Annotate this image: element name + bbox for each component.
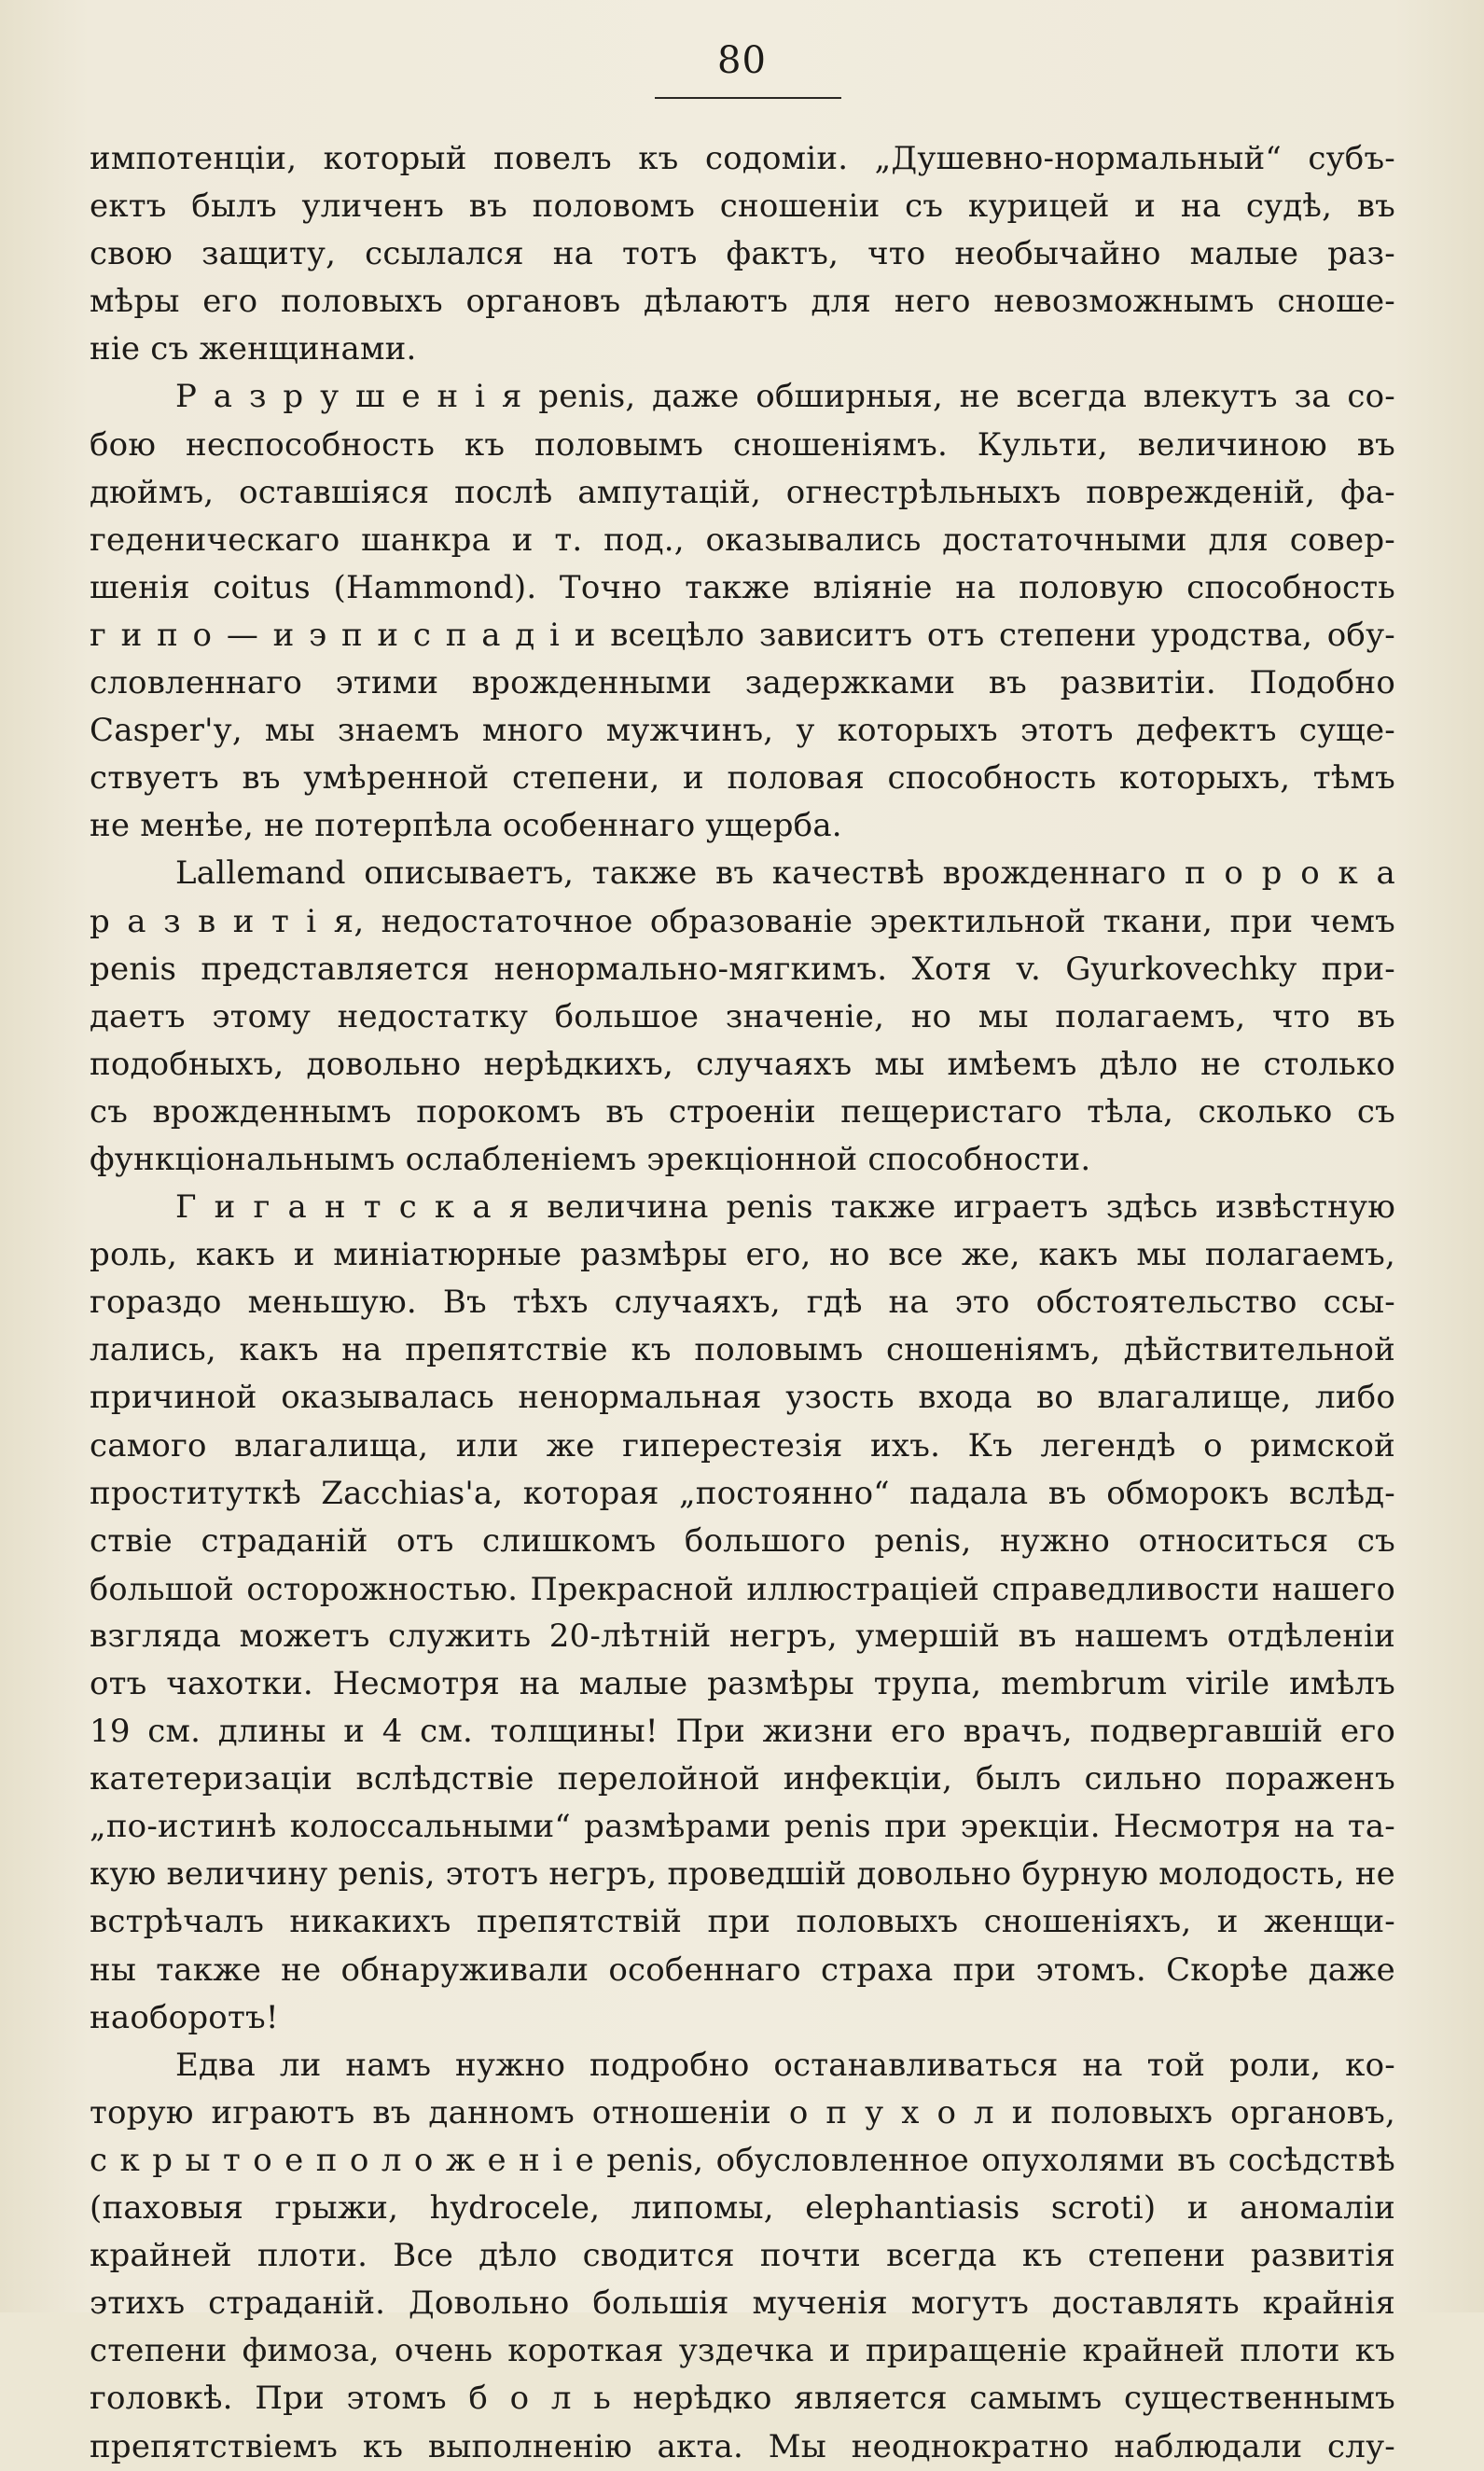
text-line: бою неспособность къ половымъ сношеніямъ. Культи, величиною въ xyxy=(90,425,1395,464)
text-line: даетъ этому недостатку большое значеніе, но мы полагаемъ, что въ xyxy=(90,997,1395,1035)
text-line: словленнаго этими врожденными задержками въ развитіи. Подобно xyxy=(90,664,1395,702)
text-line: свою защиту, ссылался на тотъ фактъ, что необычайно малые раз- xyxy=(90,235,1395,273)
text-line: кую величину penis, этотъ негръ, проведшій довольно бурную молодость, не xyxy=(90,1855,1395,1894)
text-line: Р а з р у ш е н і я penis, даже обширныя, не всегда влекутъ за со- xyxy=(175,378,1395,416)
text-line: роль, какъ и миніатюрные размѣры его, но все же, какъ мы полагаемъ, xyxy=(90,1236,1395,1274)
text-line: функціональнымъ ослабленіемъ эрекціонной способности. xyxy=(90,1140,1091,1178)
text-line: геденическаго шанкра и т. под., оказывались достаточными для совер- xyxy=(90,521,1395,559)
text-line: 19 см. длины и 4 см. толщины! При жизни его врачъ, подвергавшій его xyxy=(90,1713,1395,1751)
text-line: наоборотъ! xyxy=(90,1998,279,2036)
text-line: торую играютъ въ данномъ отношеніи о п у х о л и половыхъ органовъ, xyxy=(90,2093,1395,2131)
text-line: степени фимоза, очень короткая уздечка и приращеніе крайней плоти къ xyxy=(90,2332,1395,2370)
header-rule xyxy=(655,97,841,99)
text-line: Г и г а н т с к а я величина penis также играетъ здѣсь извѣстную xyxy=(175,1188,1395,1227)
text-line: головкѣ. При этомъ б о л ь нерѣдко является самымъ существеннымъ xyxy=(90,2380,1395,2418)
text-line: импотенціи, который повелъ къ содоміи. „Душевно-нормальный“ субъ- xyxy=(90,140,1395,177)
text-line: шенія coitus (Hammond). Точно также вліяніе на половую способность xyxy=(90,568,1395,606)
text-line: взгляда можетъ служить 20-лѣтній негръ, умершій въ нашемъ отдѣленіи xyxy=(90,1617,1395,1655)
text-line: отъ чахотки. Несмотря на малые размѣры трупа, membrum virile имѣлъ xyxy=(90,1665,1395,1702)
text-line: „по-истинѣ колоссальными“ размѣрами penis при эрекціи. Несмотря на та- xyxy=(90,1808,1395,1846)
text-line: мѣры его половыхъ органовъ дѣлаютъ для него невозможнымъ сноше- xyxy=(90,283,1395,321)
text-line: встрѣчалъ никакихъ препятствій при половыхъ сношеніяхъ, и женщи- xyxy=(90,1903,1395,1941)
text-line: проституткѣ Zacchias'а, которая „постоянно“ падала въ обморокъ вслѣд- xyxy=(90,1474,1395,1512)
paragraph xyxy=(90,1184,1395,2042)
text-line: г и п о — и э п и с п а д і и всецѣло зависитъ отъ степени уродства, обу- xyxy=(90,616,1395,654)
text-line: penis представляется ненормально-мягкимъ. Хотя v. Gyurkovechky при- xyxy=(90,950,1395,988)
text-line: крайней плоти. Все дѣло сводится почти всегда къ степени развитія xyxy=(90,2237,1395,2275)
text-line: (паховыя грыжи, hydrocele, липомы, elephantiasis scroti) и аномаліи xyxy=(90,2189,1395,2228)
text-line: этихъ страданій. Довольно большія мученія могутъ доставлять крайнія xyxy=(90,2284,1395,2323)
text-line: дюймъ, оставшіяся послѣ ампутацій, огнестрѣльныхъ поврежденій, фа- xyxy=(90,473,1395,511)
text-line: Lallemand описываетъ, также въ качествѣ врожденнаго п о р о к а xyxy=(175,854,1395,893)
text-line: не менѣе, не потерпѣла особеннаго ущерба. xyxy=(90,807,842,845)
text-line: ствуетъ въ умѣренной степени, и половая способность которыхъ, тѣмъ xyxy=(90,759,1395,798)
text-line: съ врожденнымъ порокомъ въ строеніи пещеристаго тѣла, сколько съ xyxy=(90,1092,1395,1131)
text-line: с к р ы т о е п о л о ж е н і е penis, обусловленное опухолями въ сосѣдствѣ xyxy=(90,2141,1395,2179)
text-line: причиной оказывалась ненормальная узость входа во влагалище, либо xyxy=(90,1379,1395,1417)
text-line: катетеризаціи вслѣдствіе перелойной инфекціи, былъ сильно пораженъ xyxy=(90,1760,1395,1798)
text-line: Едва ли намъ нужно подробно останавливаться на той роли, ко- xyxy=(175,2046,1395,2084)
paragraph xyxy=(90,135,1395,373)
text-line: подобныхъ, довольно нерѣдкихъ, случаяхъ мы имѣемъ дѣло не столько xyxy=(90,1045,1395,1083)
page-number: 80 xyxy=(717,39,767,82)
text-line: ніе съ женщинами. xyxy=(90,330,417,368)
body-text xyxy=(90,135,1395,2471)
text-line: ствіе страданій отъ слишкомъ большого penis, нужно относиться съ xyxy=(90,1521,1395,1560)
paragraph xyxy=(90,2042,1395,2471)
text-line: лались, какъ на препятствіе къ половымъ сношеніямъ, дѣйствительной xyxy=(90,1331,1395,1369)
text-line: Casper'у, мы знаемъ много мужчинъ, у которыхъ этотъ дефектъ суще- xyxy=(90,712,1395,750)
text-line: ектъ былъ уличенъ въ половомъ сношеніи съ курицей и на судѣ, въ xyxy=(90,187,1395,226)
text-line: самого влагалища, или же гиперестезія ихъ. Къ легендѣ о римской xyxy=(90,1426,1395,1465)
text-line: большой осторожностью. Прекрасной иллюстраціей справедливости нашего xyxy=(90,1570,1395,1607)
paragraph xyxy=(90,373,1395,850)
text-line: препятствіемъ къ выполненію акта. Мы неоднократно наблюдали слу- xyxy=(90,2427,1395,2465)
text-line: гораздо меньшую. Въ тѣхъ случаяхъ, гдѣ на это обстоятельство ссы- xyxy=(90,1284,1395,1322)
paragraph xyxy=(90,850,1395,1184)
text-line: ны также не обнаруживали особеннаго страха при этомъ. Скорѣе даже xyxy=(90,1950,1395,1989)
text-line: р а з в и т і я, недостаточное образованіе эректильной ткани, при чемъ xyxy=(90,902,1395,940)
